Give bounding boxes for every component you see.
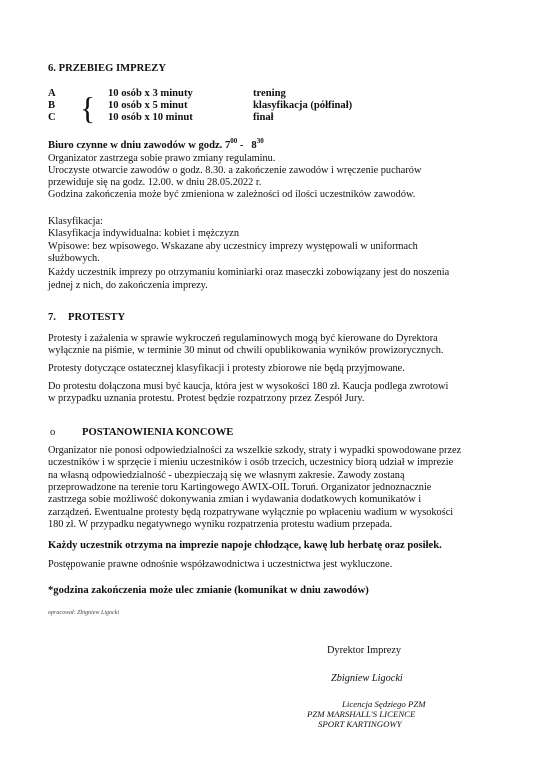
schedule-format: 10 osób x 10 minut <box>108 112 193 123</box>
classification-line: jednej z nich, do zakończenia imprezy. <box>48 280 208 291</box>
protest-line: Protesty i zażalenia w sprawie wykroczeń regulaminowych mogą być kierowane do Dyrektora <box>48 333 438 344</box>
final-provisions-line: uczestników i w sprzęcie i mieniu uczestników i osób trzecich, uczestnicy biorą udział w imprezie <box>48 457 454 468</box>
schedule-letter: A <box>48 88 56 99</box>
final-provisions-line: przeprowadzone na terenie toru Kartingowego AWIX-OIL Toruń. Organizator jednoznacznie <box>48 482 432 493</box>
protest-line: w przypadku uznania protestu. Protest będzie rozpatrzony przez Zespół Jury. <box>48 393 365 404</box>
final-provisions-line: zastrzega sobie możliwość dokonywania zmian i wydawania dodatkowych komunikatów i <box>48 494 422 505</box>
final-provisions-line: na własną odpowiedzialność - ubezpieczają się we własnym zakresie. Zawody zostaną <box>48 470 405 481</box>
office-hours <box>48 137 264 153</box>
schedule-stage: klasyfikacja (półfinał) <box>253 100 353 111</box>
office-hours-end: 8 <box>251 140 257 151</box>
office-hours-end-sup: 30 <box>256 137 264 145</box>
brace-symbol: { <box>80 90 96 126</box>
license-line: SPORT KARTINGOWY <box>318 719 402 729</box>
section-7-heading: PROTESTY <box>68 312 126 323</box>
final-provisions-line: zarządzeń. Ewentualne protesty będą rozpatrywane wyłącznie po wpłaceniu wadium w wysokości <box>48 507 454 518</box>
info-line: Organizator zastrzega sobie prawo zmiany regulaminu. <box>48 153 276 164</box>
office-hours-start-sup: 00 <box>230 137 238 145</box>
office-hours-dash: - <box>237 140 247 151</box>
schedule-letter: B <box>48 100 56 111</box>
director-name: Zbigniew Ligocki <box>331 673 403 684</box>
info-line: Godzina zakończenia może być zmieniona w zależności od ilości uczestników zawodów. <box>48 189 416 200</box>
protest-line: Protesty dotyczące ostatecznej klasyfikacji i protesty zbiorowe nie będą przyjmowane. <box>48 363 405 374</box>
schedule-format: 10 osób x 5 minut <box>108 100 188 111</box>
legal-note: Postępowanie prawne odnośnie współzawodnictwa i uczestnictwa jest wykluczone. <box>48 559 393 570</box>
classification-line: Klasyfikacja: <box>48 216 103 227</box>
classification-line: służbowych. <box>48 253 100 264</box>
info-line: Uroczyste otwarcie zawodów o godz. 8.30. a zakończenie zawodów i wręczenie pucharów <box>48 165 422 176</box>
protest-line: wyłącznie na piśmie, w terminie 30 minut od chwili opublikowania wyników prowizorycznych. <box>48 345 444 356</box>
protest-line: Do protestu dołączona musi być kaucja, która jest w wysokości 180 zł. Kaucja podlega zwrotowi <box>48 381 449 392</box>
author-note: opracował: Zbigniew Ligocki <box>48 610 119 616</box>
license-line: PZM MARSHALL'S LICENCE <box>307 709 416 719</box>
section-bullet: o <box>50 427 56 438</box>
section-8-heading: POSTANOWIENIA KONCOWE <box>82 427 234 438</box>
license-line: Licencja Sędziego PZM <box>342 699 426 709</box>
final-provisions-line: Organizator nie ponosi odpowiedzialności za wszelkie szkody, straty i wypadki spowodowane przez <box>48 445 462 456</box>
director-title: Dyrektor Imprezy <box>327 645 402 656</box>
schedule-letter: C <box>48 112 56 123</box>
schedule-format: 10 osób x 3 minuty <box>108 88 193 99</box>
classification-line: Wpisowe: bez wpisowego. Wskazane aby uczestnicy imprezy występowali w uniformach <box>48 241 418 252</box>
refreshments-note: Każdy uczestnik otrzyma na imprezie napoje chłodzące, kawę lub herbatę oraz posiłek. <box>48 540 442 551</box>
classification-line: Każdy uczestnik imprezy po otrzymaniu kominiarki oraz maseczki zobowiązany jest do noszenia <box>48 267 450 278</box>
info-line: przewiduje się na godz. 12.00. w dniu 28.05.2022 r. <box>48 177 262 188</box>
schedule-stage: trening <box>253 88 286 99</box>
office-hours-label: Biuro czynne w dniu zawodów w godz. 7 <box>48 140 231 151</box>
section-6-heading: 6. PRZEBIEG IMPREZY <box>48 63 167 74</box>
section-7-number: 7. <box>48 312 56 323</box>
end-time-footnote: *godzina zakończenia może ulec zmianie (komunikat w dniu zawodów) <box>48 585 369 596</box>
classification-line: Klasyfikacja indywidualna: kobiet i mężczyzn <box>48 228 239 239</box>
final-provisions-line: 180 zł. W przypadku negatywnego wyniku rozpatrzenia protestu wadium przepada. <box>48 519 393 530</box>
schedule-stage: finał <box>253 112 274 123</box>
